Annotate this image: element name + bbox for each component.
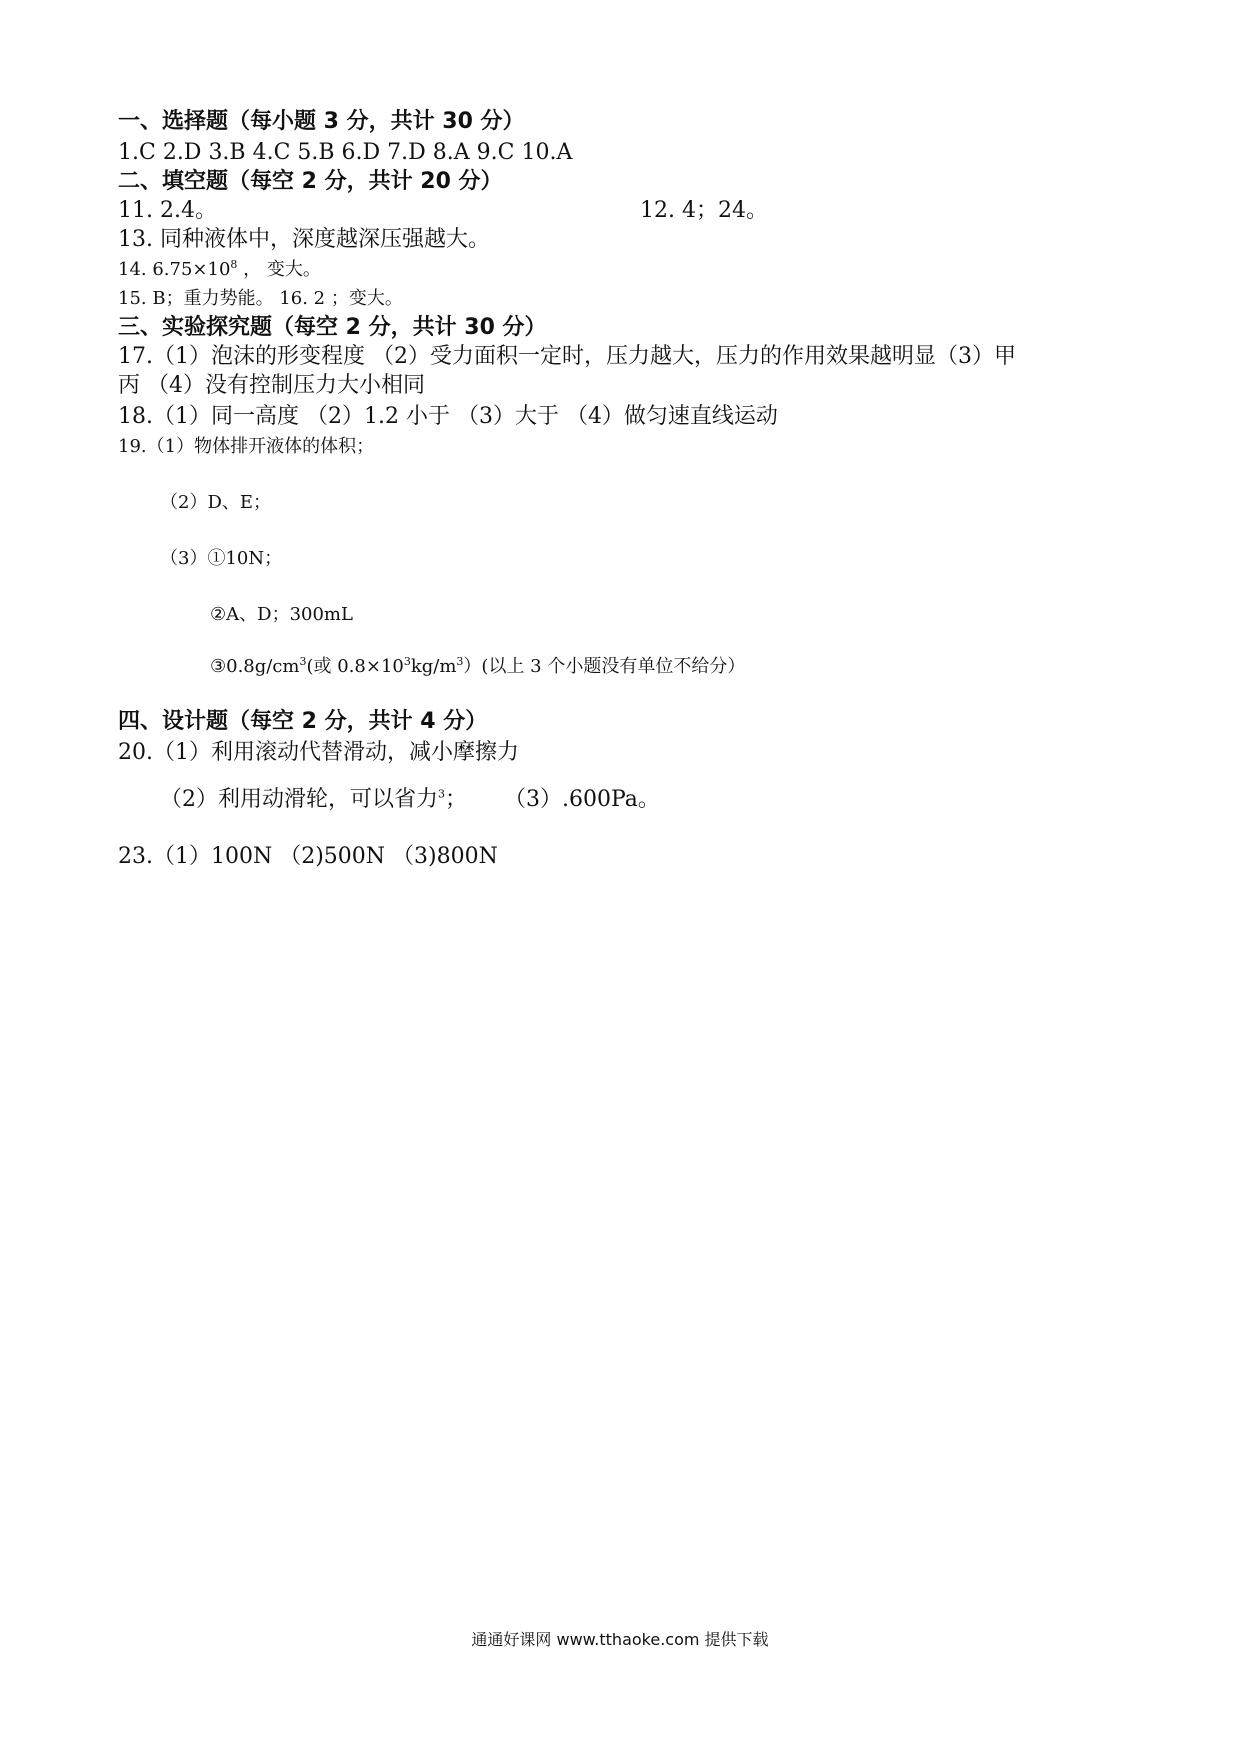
answer-20-1: 20.（1）利用滚动代替滑动，减小摩擦力	[118, 740, 519, 765]
answer-19-5-part2: (或 0.8×10	[306, 656, 404, 677]
answer-12: 12. 4；24。	[640, 198, 768, 223]
answer-20-2	[160, 786, 660, 814]
answer-19-5-part4: ）(以上 3 个小题没有单位不给分）	[463, 656, 746, 677]
answer-19-5-part1: ③0.8g/cm	[210, 656, 300, 677]
answer-20-3: （3）.600Pa。	[504, 787, 660, 812]
answer-13: 13. 同种液体中，深度越深压强越大。	[118, 227, 490, 252]
answer-19-5-exp1: 3	[299, 655, 307, 668]
answer-14-value: 14. 6.75×10	[118, 259, 231, 280]
answer-19-3: （3）①10N；	[160, 548, 283, 569]
answer-17-line1: 17.（1）泡沫的形变程度 （2）受力面积一定时，压力越大，压力的作用效果越明显（3）甲	[118, 344, 1016, 369]
answer-19-5-part3: kg/m	[410, 656, 457, 677]
section-1-title: 一、选择题（每小题 3 分，共计 30 分）	[118, 109, 525, 134]
answer-23: 23.（1）100N （2)500N （3)800N	[118, 844, 498, 869]
answer-19-4: ②A、D；300mL	[210, 604, 353, 625]
answer-20-2-sup: 3	[438, 787, 445, 801]
answer-19-2: （2）D、E；	[160, 492, 272, 513]
answer-18: 18.（1）同一高度 （2）1.2 小于 （3）大于 （4）做匀速直线运动	[118, 404, 778, 429]
answer-14-exponent: 8	[230, 258, 238, 271]
section-2-title: 二、填空题（每空 2 分，共计 20 分）	[118, 169, 503, 194]
answer-19-5-exp2: 3	[403, 655, 411, 668]
section-3-title: 三、实验探究题（每空 2 分，共计 30 分）	[118, 315, 547, 340]
answer-19-5	[210, 653, 745, 681]
answers-choice: 1.C 2.D 3.B 4.C 5.B 6.D 7.D 8.A 9.C 10.A	[118, 140, 573, 165]
footer-source: 通通好课网 www.tthaoke.com 提供下载	[471, 1630, 769, 1649]
answer-19-5-exp3: 3	[456, 655, 464, 668]
answer-15-16: 15. B；重力势能。 16. 2 ；变大。	[118, 288, 403, 309]
answer-14-rest: ， 变大。	[243, 259, 321, 280]
answer-20-2-text: （2）利用动滑轮，可以省力	[160, 787, 438, 812]
answer-17-line2: 丙 （4）没有控制压力大小相同	[118, 373, 425, 398]
section-4-title: 四、设计题（每空 2 分，共计 4 分）	[118, 709, 488, 734]
answer-19-1: 19.（1）物体排开液体的体积；	[118, 436, 375, 457]
answer-14	[118, 256, 321, 284]
answer-11: 11. 2.4。	[118, 198, 217, 223]
answer-20-2-sep: ；	[445, 787, 468, 812]
